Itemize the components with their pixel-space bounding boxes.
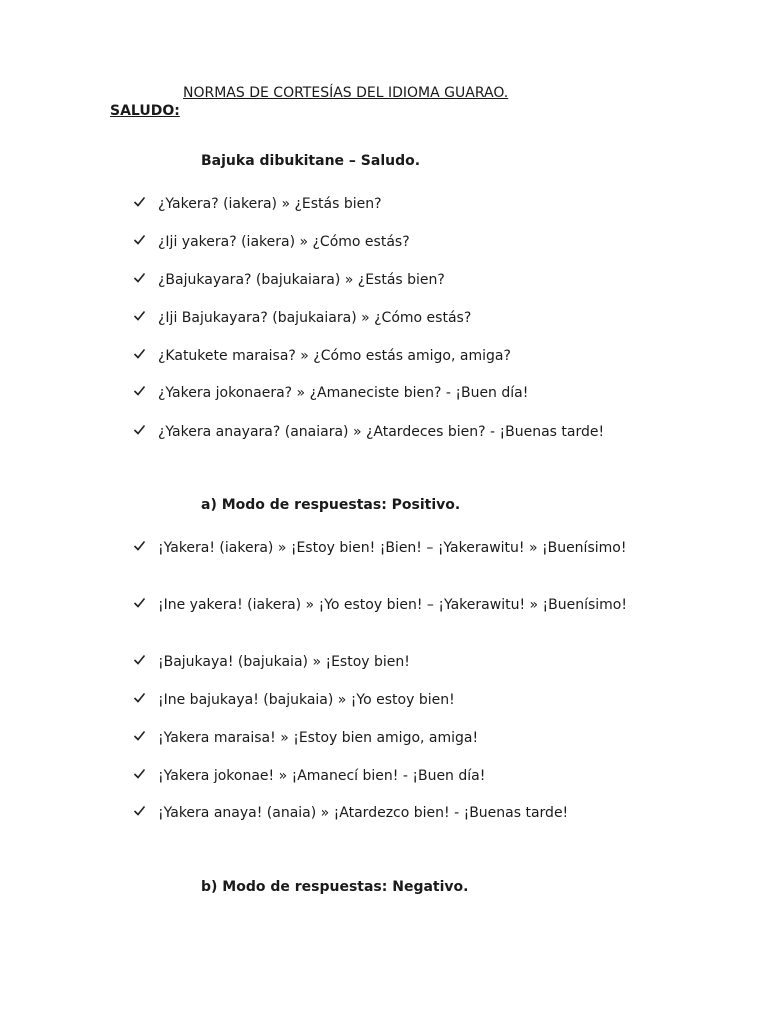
list-item-text: ¿Iji Bajukayara? (bajukaiara) » ¿Cómo estás? bbox=[158, 310, 472, 326]
section-label-saludo: SALUDO: bbox=[110, 103, 180, 119]
checkmark-icon bbox=[133, 767, 146, 780]
positive-responses-heading: a) Modo de respuestas: Positivo. bbox=[201, 497, 461, 513]
checkmark-icon bbox=[133, 309, 146, 322]
checkmark-icon bbox=[133, 804, 146, 817]
list-item-text: ¡Yakera jokonae! » ¡Amanecí bien! - ¡Buen día! bbox=[158, 768, 486, 784]
checkmark-icon bbox=[133, 233, 146, 246]
document-title: NORMAS DE CORTESÍAS DEL IDIOMA GUARAO. bbox=[183, 85, 509, 101]
list-item-text: ¿Bajukayara? (bajukaiara) » ¿Estás bien? bbox=[158, 272, 445, 288]
list-item-text: ¿Iji yakera? (iakera) » ¿Cómo estás? bbox=[158, 234, 410, 250]
list-item-text: ¡Yakera anaya! (anaia) » ¡Atardezco bien! - ¡Buenas tarde! bbox=[158, 805, 569, 821]
list-item-text: ¿Yakera anayara? (anaiara) » ¿Atardeces bien? - ¡Buenas tarde! bbox=[158, 424, 605, 440]
checkmark-icon bbox=[133, 195, 146, 208]
list-item-text: ¡Yakera! (iakera) » ¡Estoy bien! ¡Bien! – ¡Yakerawitu! » ¡Buenísimo! bbox=[158, 540, 627, 556]
list-item-text: ¡Ine bajukaya! (bajukaia) » ¡Yo estoy bien! bbox=[158, 692, 455, 708]
list-item-text: ¿Yakera jokonaera? » ¿Amaneciste bien? - ¡Buen día! bbox=[158, 385, 529, 401]
list-item-text: ¡Ine yakera! (iakera) » ¡Yo estoy bien! – ¡Yakerawitu! » ¡Buenísimo! bbox=[158, 597, 627, 613]
checkmark-icon bbox=[133, 271, 146, 284]
checkmark-icon bbox=[133, 347, 146, 360]
greeting-heading: Bajuka dibukitane – Saludo. bbox=[201, 153, 421, 169]
negative-responses-heading: b) Modo de respuestas: Negativo. bbox=[201, 879, 469, 895]
checkmark-icon bbox=[133, 596, 146, 609]
checkmark-icon bbox=[133, 423, 146, 436]
checkmark-icon bbox=[133, 729, 146, 742]
checkmark-icon bbox=[133, 653, 146, 666]
list-item-text: ¡Bajukaya! (bajukaia) » ¡Estoy bien! bbox=[158, 654, 410, 670]
list-item-text: ¿Yakera? (iakera) » ¿Estás bien? bbox=[158, 196, 382, 212]
checkmark-icon bbox=[133, 691, 146, 704]
list-item-text: ¿Katukete maraisa? » ¿Cómo estás amigo, amiga? bbox=[158, 348, 511, 364]
checkmark-icon bbox=[133, 384, 146, 397]
checkmark-icon bbox=[133, 539, 146, 552]
list-item-text: ¡Yakera maraisa! » ¡Estoy bien amigo, amiga! bbox=[158, 730, 479, 746]
